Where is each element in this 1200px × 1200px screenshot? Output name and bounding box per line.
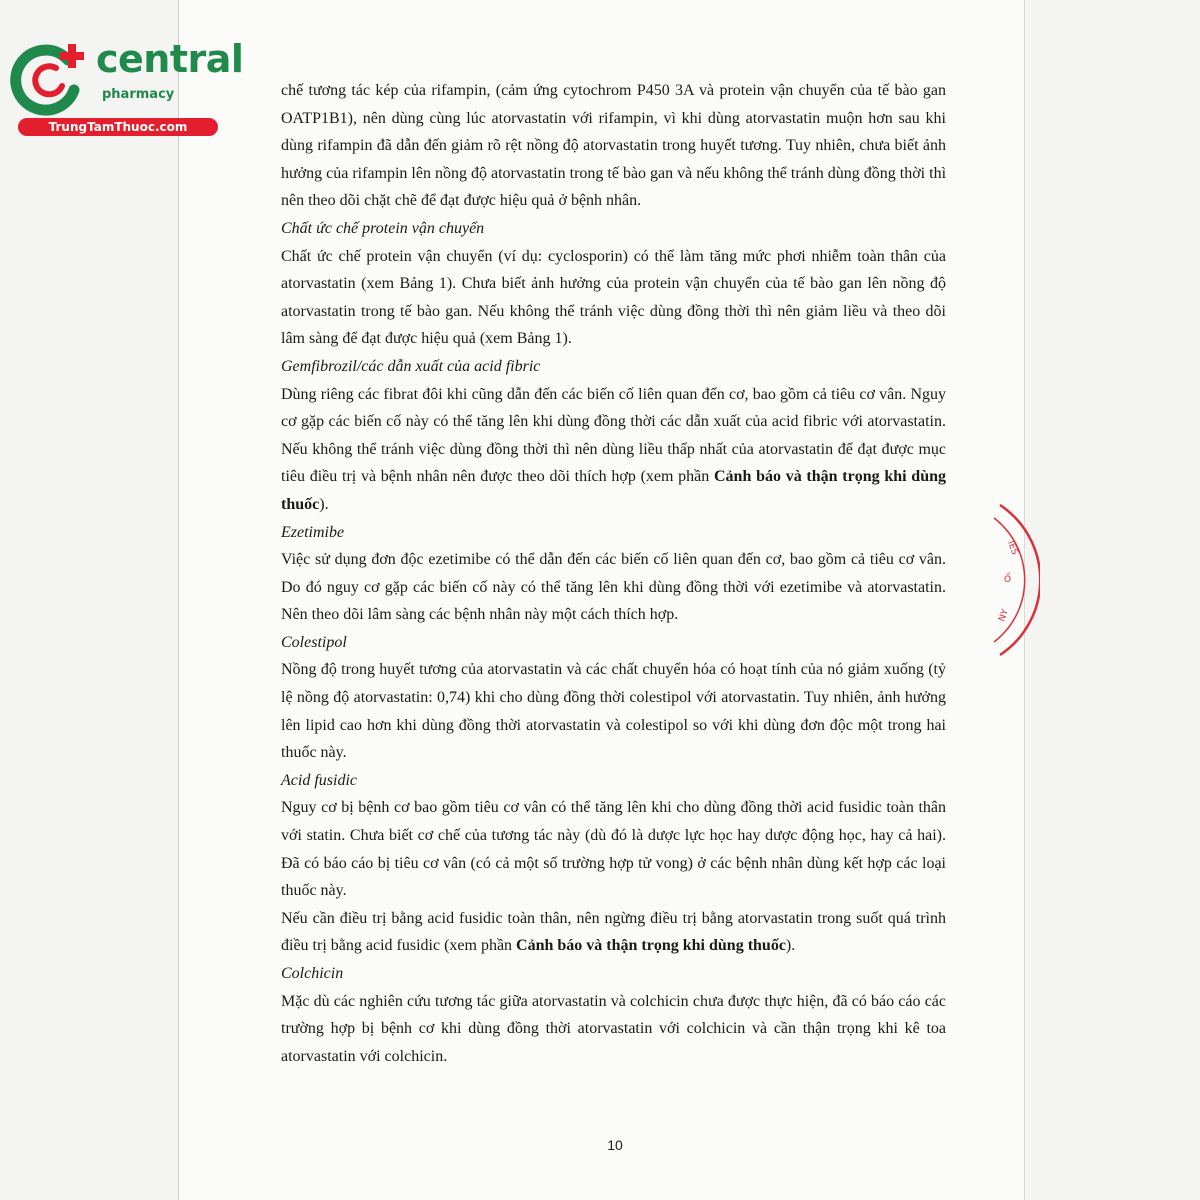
page-number: 10 — [607, 1137, 623, 1153]
document-body — [281, 77, 946, 1070]
central-pharmacy-logo[interactable] — [10, 37, 244, 138]
logo-url[interactable]: TrungTamThuoc.com — [18, 118, 218, 136]
section-heading: Colestipol — [281, 633, 347, 651]
paragraph: Việc sử dụng đơn độc ezetimibe có thể dẫn đến các biến cố liên quan đến cơ, bao gồm cả tiêu cơ vân. Do đó nguy cơ gặp các biến cố này có thể tăng lên khi dùng đồng thời với ezetimibe và atorvastatin. Nên theo dõi lâm sàng các bệnh nhân này một cách thích hợp. — [281, 551, 946, 624]
paragraph-text: Dùng riêng các fibrat đôi khi cũng dẫn đến các biến cố liên quan đến cơ, bao gồm cả tiêu cơ vân. Nguy cơ gặp các biến cố này có thể tăng lên khi dùng đồng thời các dẫn xuất của acid fibric với atorvastatin. Nếu không thể tránh việc dùng đồng thời thì nên dùng liều thấp nhất của atorvastatin để đạt được mục tiêu điều trị và bệnh nhân nên được theo dõi thích hợp (xem phần — [281, 385, 946, 486]
paragraph — [281, 905, 946, 960]
pharmacy-cross-icon — [10, 38, 90, 118]
paragraph: chế tương tác kép của rifampin, (cảm ứng cytochrom P450 3A và protein vận chuyển của tế bào gan OATP1B1), nên dùng cùng lúc atorvastatin với rifampin, vì khi dùng atorvastatin muộn hơn sau khi dùng rifampin đã dẫn đến giảm rõ rệt nồng độ atorvastatin trong huyết tương. Tuy nhiên, chưa biết ảnh hưởng của rifampin lên nồng độ atorvastatin trong tế bào gan và nếu không thể tránh dùng đồng thời thì nên theo dõi chặt chẽ để đạt được hiệu quả ở bệnh nhân. — [281, 82, 947, 210]
paragraph-text-end: ). — [319, 495, 329, 513]
logo-name: central — [96, 37, 244, 81]
paragraph: Nguy cơ bị bệnh cơ bao gồm tiêu cơ vân có thể tăng lên khi cho dùng đồng thời acid fusidic toàn thân với statin. Chưa biết cơ chế của tương tác này (dù đó là dược lực học hay dược động học, hay cả hai). Đã có báo cáo bị tiêu cơ vân (có cả một số trường hợp tử vong) ở các bệnh nhân dùng kết hợp các loại thuốc này. — [281, 799, 946, 900]
cross-reference: Cảnh báo và thận trọng khi dùng thuốc — [516, 937, 786, 955]
svg-text:Ổ: Ổ — [1004, 575, 1012, 585]
paragraph: Mặc dù các nghiên cứu tương tác giữa atorvastatin và colchicin chưa được thực hiện, đã có báo cáo các trường hợp bị bệnh cơ khi dùng đồng thời atorvastatin với colchicin và cần thận trọng khi kê toa atorvastatin với colchicin. — [281, 992, 946, 1065]
red-seal-stamp — [990, 500, 1040, 660]
section-heading: Ezetimibe — [281, 523, 345, 541]
logo-subtitle: pharmacy — [102, 87, 175, 102]
cross-reference: Cảnh báo và thận trọng khi dùng thuốc — [281, 468, 946, 513]
svg-text:NY: NY — [997, 608, 1012, 624]
paragraph: Chất ức chế protein vận chuyển (ví dụ: cyclosporin) có thể làm tăng mức phơi nhiễm toàn thân của atorvastatin (xem Bảng 1). Chưa biết ảnh hưởng của protein vận chuyển của tế bào gan lên nồng độ atorvastatin trong tế bào gan. Nếu không thể tránh việc dùng đồng thời thì nên giảm liều và theo dõi lâm sàng để đạt được hiệu quả (xem Bảng 1). — [281, 247, 946, 348]
section-heading: Colchicin — [281, 965, 344, 982]
svg-text:IES: IES — [1005, 539, 1020, 557]
paragraph — [281, 381, 946, 519]
paragraph-text: Nếu cần điều trị bằng acid fusidic toàn thân, nên ngừng điều trị bằng atorvastatin trong suốt quá trình điều trị bằng acid fusidic (xem phần — [281, 909, 946, 955]
paragraph: Nồng độ trong huyết tương của atorvastatin và các chất chuyển hóa có hoạt tính của nó giảm xuống (tỷ lệ nồng độ atorvastatin: 0,74) khi cho dùng đồng thời colestipol với atorvastatin. Tuy nhiên, ảnh hưởng lên lipid cao hơn khi dùng đồng thời atorvastatin và colestipol so với khi dùng đơn độc một trong hai thuốc này. — [281, 661, 946, 762]
section-heading: Gemfibrozil/các dẫn xuất của acid fibric — [281, 357, 541, 375]
paragraph-text-end: ). — [785, 937, 796, 955]
section-heading: Chất ức chế protein vận chuyển — [281, 219, 485, 237]
section-heading: Acid fusidic — [281, 771, 357, 789]
